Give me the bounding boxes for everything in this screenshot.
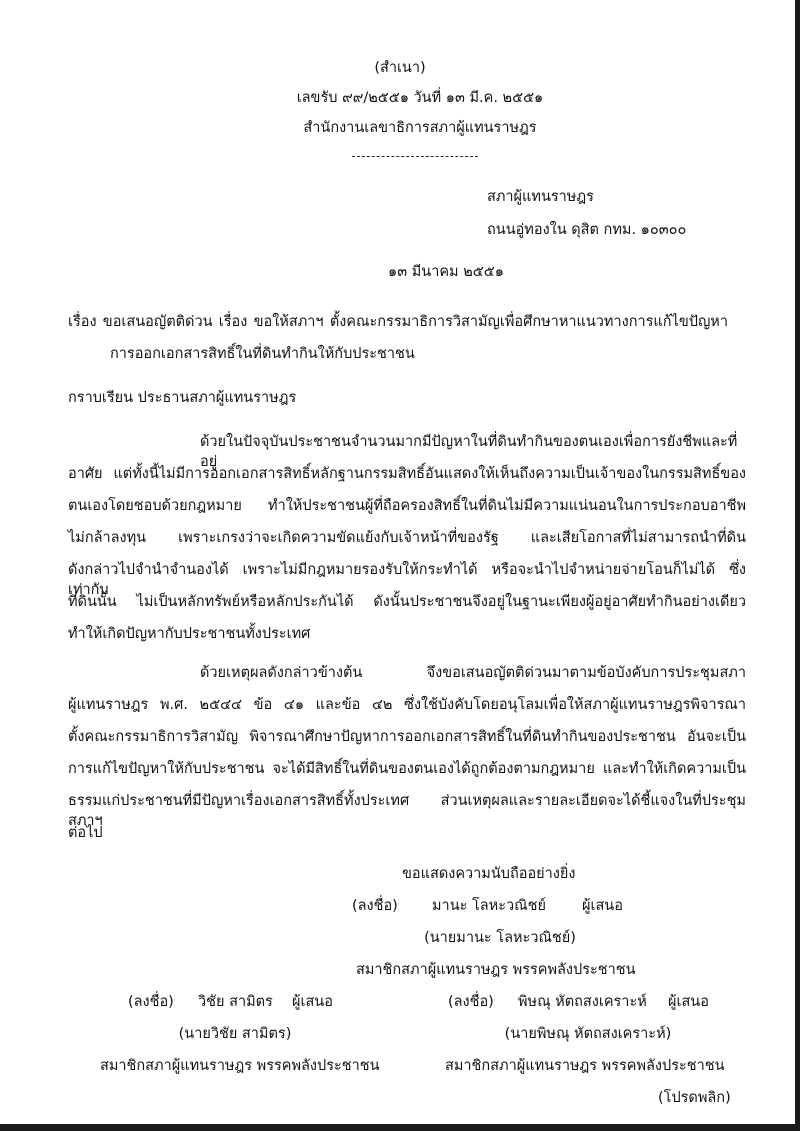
paragraph-2-line: ด้วยเหตุผลดังกล่าวข้างต้น จึงขอเสนอญัตติด่วนมาตามข้อบังคับการประชุมสภา: [200, 665, 746, 681]
header-divider: [352, 156, 478, 157]
paragraph-1-line: อาศัย แต่ทั้งนี้ไม่มีการออกเอกสารสิทธิ์หลักฐานกรรมสิทธิ์อันแสดงให้เห็นถึงความเป็นเจ้าของในกรรมสิทธิ์ของ: [68, 466, 746, 482]
paragraph-1-line: ไม่กล้าลงทุน เพราะเกรงว่าจะเกิดความขัดแย้งกับเจ้าหน้าที่ของรัฐ และเสียโอกาสที่ไม่สามารถนำที่ดิน: [68, 530, 746, 546]
salutation: กราบเรียน ประธานสภาผู้แทนราษฎร: [68, 390, 297, 406]
closing: ขอแสดงความนับถืออย่างยิ่ง: [402, 866, 576, 882]
document-date: ๑๓ มีนาคม ๒๕๕๑: [388, 264, 504, 280]
copy-mark: (สำเนา): [374, 60, 426, 76]
paragraph-1-line: ดังกล่าวไปจำนำจำนองได้ เพราะไม่มีกฎหมายรองรับให้กระทำได้ หรือจะนำไปจำหน่ายจ่ายโอนก็ไม่ได้ ซึ่งเท่ากับ: [68, 562, 746, 598]
signer-full-name: (นายพิษณุ หัตถสงเคราะห์): [504, 1026, 672, 1042]
signer-position: สมาชิกสภาผู้แทนราษฎร พรรคพลังประชาชน: [356, 962, 636, 978]
signer-name: วิชัย สามิตร: [198, 994, 273, 1010]
signer-full-name: (นายมานะ โลหะวณิชย์): [424, 930, 576, 946]
paragraph-2-line: การแก้ไขปัญหาให้กับประชาชน จะได้มีสิทธิ์ในที่ดินของตนเองได้ถูกต้องตามกฎหมาย และทำให้เกิดความเป็น: [68, 761, 746, 777]
address-org: สภาผู้แทนราษฎร: [487, 189, 594, 205]
address-street: ถนนอู่ทองใน ดุสิต กทม. ๑๐๓๐๐: [487, 222, 687, 238]
signer-role: ผู้เสนอ: [668, 994, 709, 1010]
paragraph-2-line: ตั้งคณะกรรมาธิการวิสามัญ พิจารณาศึกษาปัญหาการออกเอกสารสิทธิ์ในที่ดินทำกินของประชาชน อันจะเป็น: [68, 729, 746, 745]
paragraph-1-line: ด้วยในปัจจุบันประชาชนจำนวนมากมีปัญหาในที่ดินทำกินของตนเองเพื่อการยังชีพและที่อยู่: [200, 434, 738, 470]
scan-edge-bottom: [0, 1124, 800, 1131]
signer-position: สมาชิกสภาผู้แทนราษฎร พรรคพลังประชาชน: [100, 1058, 380, 1074]
sign-prefix: (ลงชื่อ): [352, 898, 398, 914]
signer-name: พิษณุ หัตถสงเคราะห์: [518, 994, 647, 1010]
sign-prefix: (ลงชื่อ): [128, 994, 174, 1010]
subject-line-1: เรื่อง ขอเสนอญัตติด่วน เรื่อง ขอให้สภาฯ ตั้งคณะกรรมาธิการวิสามัญเพื่อศึกษาหาแนวทางการแก้ไขปัญหา: [68, 314, 728, 330]
office-line: สำนักงานเลขาธิการสภาผู้แทนราษฎร: [303, 120, 537, 136]
page-turn-note: (โปรดพลิก): [658, 1090, 731, 1106]
signer-full-name: (นายวิชัย สามิตร): [178, 1026, 292, 1042]
signer-name: มานะ โลหะวณิชย์: [432, 898, 546, 914]
paragraph-2-line: ธรรมแก่ประชาชนที่มีปัญหาเรื่องเอกสารสิทธิ์ทั้งประเทศ ส่วนเหตุผลและรายละเอียดจะได้ชี้แจงในที่ประชุมสภาฯ: [68, 793, 746, 829]
paragraph-1-line: ที่ดินนั้น ไม่เป็นหลักทรัพย์หรือหลักประกันได้ ดังนั้นประชาชนจึงอยู่ในฐานะเพียงผู้อยู่อาศัยทำกินอย่างเดียว: [68, 594, 746, 610]
subject-line-2: การออกเอกสารสิทธิ์ในที่ดินทำกินให้กับประชาชน: [110, 346, 415, 362]
signer-role: ผู้เสนอ: [582, 898, 623, 914]
scan-edge-right: [795, 0, 800, 1131]
receipt-line: เลขรับ ๙๙/๒๕๕๑ วันที่ ๑๓ มี.ค. ๒๕๕๑: [296, 90, 544, 106]
signer-position: สมาชิกสภาผู้แทนราษฎร พรรคพลังประชาชน: [445, 1058, 725, 1074]
paragraph-2-line: ต่อไป: [68, 825, 103, 841]
sign-prefix: (ลงชื่อ): [448, 994, 494, 1010]
paragraph-1-line: ทำให้เกิดปัญหากับประชาชนทั้งประเทศ: [68, 626, 311, 642]
signer-role: ผู้เสนอ: [292, 994, 333, 1010]
paragraph-1-line: ตนเองโดยชอบด้วยกฎหมาย ทำให้ประชาชนผู้ที่ถือครองสิทธิ์ในที่ดินไม่มีความแน่นอนในการประกอบอาชีพ: [68, 498, 746, 514]
paragraph-2-line: ผู้แทนราษฎร พ.ศ. ๒๕๔๔ ข้อ ๔๑ และข้อ ๔๒ ซึ่งใช้บังคับโดยอนุโลมเพื่อให้สภาผู้แทนราษฎรพิจารณา: [68, 697, 746, 713]
